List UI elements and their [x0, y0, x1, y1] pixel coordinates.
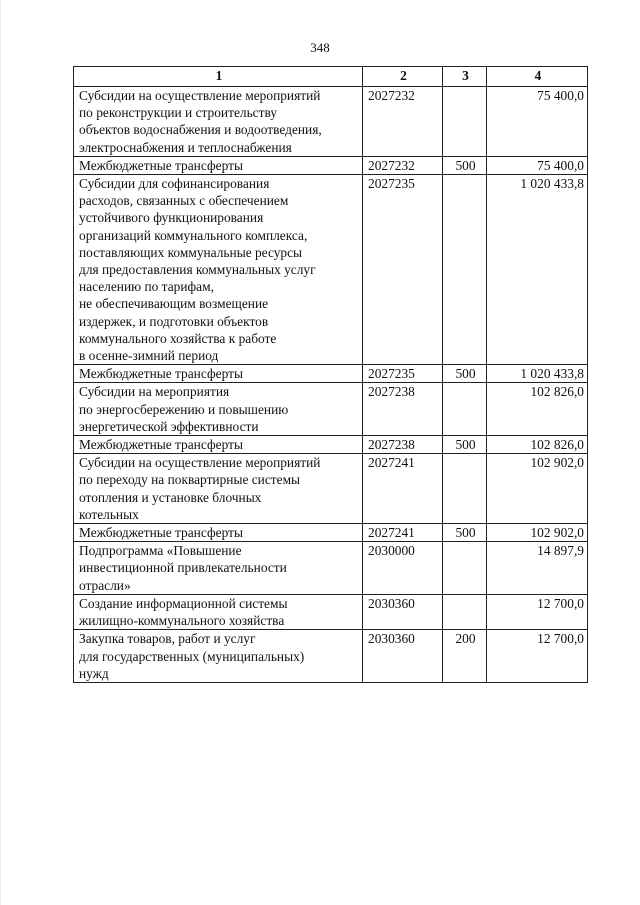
- row-code: 2027241: [363, 454, 443, 524]
- header-col-4: 4: [487, 67, 588, 87]
- row-name: Субсидии для софинансирования расходов, связанных с обеспечением устойчивого функционирования организаций коммунального комплекса, поставляющих коммунальные ресурсы для предоставления коммунальных услуг населению по тарифам, не обеспечивающим возмещение издержек, и подготовки объектов коммунального хозяйства к работе в осенне-зимний период: [74, 175, 363, 365]
- row-amount: 75 400,0: [487, 87, 588, 157]
- table-row: [74, 383, 588, 436]
- header-col-1: 1: [74, 67, 363, 87]
- row-type: [443, 594, 487, 629]
- row-code: 2027238: [363, 436, 443, 454]
- row-code: 2027232: [363, 156, 443, 174]
- row-code: 2030000: [363, 542, 443, 595]
- row-code: 2030360: [363, 594, 443, 629]
- row-amount: 12 700,0: [487, 594, 588, 629]
- table-row: [74, 454, 588, 524]
- row-amount: 102 902,0: [487, 524, 588, 542]
- row-name: Межбюджетные трансферты: [74, 436, 363, 454]
- row-amount: 102 826,0: [487, 436, 588, 454]
- row-type: [443, 175, 487, 365]
- row-name: Субсидии на осуществление мероприятий по переходу на поквартирные системы отопления и установке блочных котельных: [74, 454, 363, 524]
- row-code: 2027238: [363, 383, 443, 436]
- row-code: 2027235: [363, 175, 443, 365]
- table-row: [74, 436, 588, 454]
- header-row: [74, 67, 588, 87]
- table-row: [74, 87, 588, 157]
- table-row: [74, 365, 588, 383]
- table-row: [74, 175, 588, 365]
- row-type: [443, 383, 487, 436]
- scan-edge: [0, 0, 1, 905]
- row-type: [443, 87, 487, 157]
- table-row: [74, 524, 588, 542]
- row-amount: 102 902,0: [487, 454, 588, 524]
- row-amount: 14 897,9: [487, 542, 588, 595]
- table-row: [74, 594, 588, 629]
- row-amount: 102 826,0: [487, 383, 588, 436]
- row-type: 500: [443, 365, 487, 383]
- row-name: Межбюджетные трансферты: [74, 365, 363, 383]
- row-type: 500: [443, 436, 487, 454]
- row-type: 500: [443, 156, 487, 174]
- row-name: Субсидии на мероприятия по энергосбережению и повышению энергетической эффективности: [74, 383, 363, 436]
- table-row: [74, 630, 588, 683]
- table-row: [74, 542, 588, 595]
- table-body: [74, 87, 588, 683]
- row-type: 200: [443, 630, 487, 683]
- row-name: Межбюджетные трансферты: [74, 524, 363, 542]
- row-type: 500: [443, 524, 487, 542]
- row-name: Создание информационной системы жилищно-коммунального хозяйства: [74, 594, 363, 629]
- row-name: Подпрограмма «Повышение инвестиционной привлекательности отрасли»: [74, 542, 363, 595]
- page-number: 348: [310, 40, 330, 55]
- row-code: 2027235: [363, 365, 443, 383]
- row-code: 2030360: [363, 630, 443, 683]
- row-amount: 75 400,0: [487, 156, 588, 174]
- budget-table: [73, 66, 588, 683]
- table-row: [74, 156, 588, 174]
- row-code: 2027232: [363, 87, 443, 157]
- row-amount: 1 020 433,8: [487, 365, 588, 383]
- row-name: Закупка товаров, работ и услуг для государственных (муниципальных) нужд: [74, 630, 363, 683]
- row-amount: 12 700,0: [487, 630, 588, 683]
- row-name: Субсидии на осуществление мероприятий по реконструкции и строительству объектов водоснабжения и водоотведения, электроснабжения и теплоснабжения: [74, 87, 363, 157]
- row-amount: 1 020 433,8: [487, 175, 588, 365]
- header-col-2: 2: [363, 67, 443, 87]
- row-type: [443, 454, 487, 524]
- row-name: Межбюджетные трансферты: [74, 156, 363, 174]
- row-type: [443, 542, 487, 595]
- row-code: 2027241: [363, 524, 443, 542]
- header-col-3: 3: [443, 67, 487, 87]
